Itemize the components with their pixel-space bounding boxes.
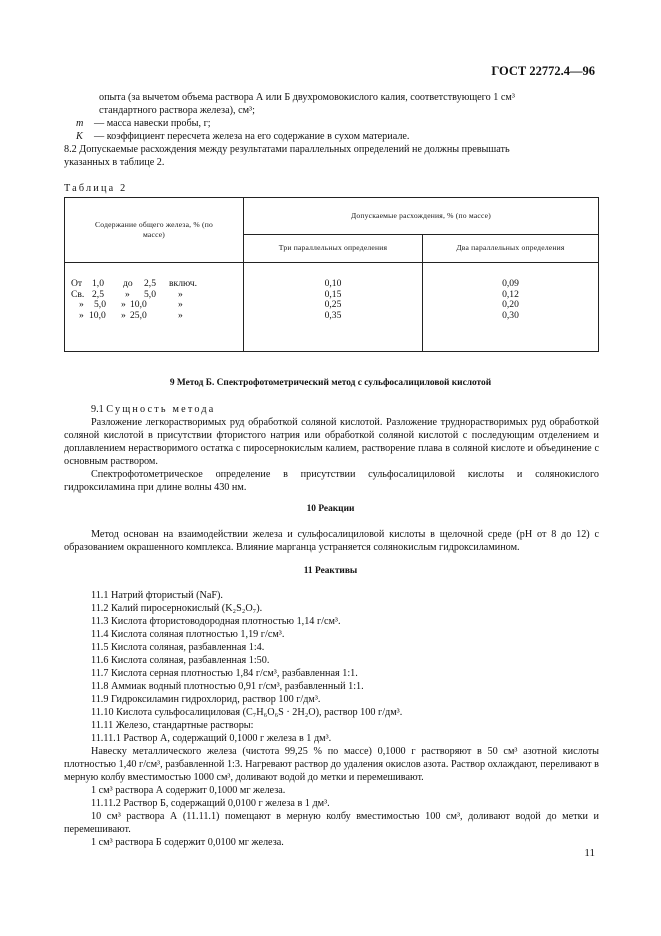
definition-m: — масса навески пробы, г; <box>94 118 211 129</box>
range-to: 25,0 <box>130 309 147 321</box>
range-from: 5,0 <box>94 299 106 310</box>
range-suffix: » <box>178 299 183 310</box>
section-10-title: 10 Реакции <box>306 504 355 514</box>
subsection-9-1 <box>91 403 216 416</box>
section-9-paragraph-1: Разложение легкорастворимых руд обработкой соляной кислотой. Разложение труднорастворимых руд обработкой соляной кислотой в присутствии фтористого натрия или обработкой соляной кислотой с последующим отделением и доплавлением нерастворимого остатка с пиросернокислым калием, растворение плава в соляной кислоте и объединение с основным раствором. <box>64 417 599 467</box>
header-three-determinations: Три параллельных определения <box>244 235 423 263</box>
reagent-11-11-2: 11.11.2 Раствор Б, содержащий 0,0100 г железа в 1 дм³. <box>91 798 330 809</box>
range-word: » <box>121 299 126 310</box>
section-11-title: 11 Реактивы <box>303 566 358 576</box>
range-suffix: » <box>178 288 183 300</box>
reagent-11-7: 11.7 Кислота серная плотностью 1,84 г/см³, разбавленная 1:1. <box>91 668 358 679</box>
three-value: 0,25 <box>324 299 342 310</box>
range-row <box>71 279 243 290</box>
range-row <box>71 311 243 322</box>
range-from: 2,5 <box>92 288 104 300</box>
range-prefix: » <box>79 299 84 310</box>
subsection-9-1-title: Сущность метода <box>106 404 216 415</box>
three-value: 0,10 <box>324 278 342 289</box>
range-row <box>71 300 243 311</box>
reagent-11-11: 11.11 Железо, стандартные растворы: <box>91 720 254 731</box>
reagent-11-2: 11.2 Калий пиросернокислый (K₂S₂O₇). <box>91 603 263 614</box>
header-tolerances: Допускаемые расхождения, % (по массе) <box>244 198 599 235</box>
range-from: 10,0 <box>89 309 106 321</box>
range-to: 5,0 <box>144 288 156 300</box>
range-from: 1,0 <box>92 278 104 289</box>
definition-k: — коэффициент пересчета железа на его содержание в сухом материале. <box>94 131 410 142</box>
continuation-line-1: опыта (за вычетом объема раствора А или Б двухромовокислого калия, соответствующего 1 см³ <box>99 92 515 103</box>
subsection-9-1-number: 9.1 <box>91 404 104 415</box>
range-prefix: Св. <box>71 288 85 300</box>
range-word: до <box>123 278 133 289</box>
range-to: 2,5 <box>144 278 156 289</box>
iron-solution-a-preparation: Навеску металлического железа (чистота 99,25 % по массе) 0,1000 г растворяют в 50 см³ азотной кислоты плотностью 1,40 г/см³, разбавленной 1:3. Нагревают раствор до удаления окислов азота. Раствор охлаждают, переливают в мерную колбу вместимостью 1000 см³, доливают водой до метки и перемешивают. <box>64 746 599 783</box>
reagent-11-5: 11.5 Кислота соляная, разбавленная 1:4. <box>91 642 265 653</box>
section-10-paragraph: Метод основан на взаимодействии железа и сульфосалициловой кислоты в щелочной среде (рН от 8 до 12) с образованием окрашенного комплекса. Влияние марганца устраняется солянокислым гидроксиламином. <box>64 529 599 553</box>
header-iron-content <box>65 198 244 263</box>
reagent-11-9: 11.9 Гидроксиламин гидрохлорид, раствор 100 г/дм³. <box>91 694 321 705</box>
three-value: 0,15 <box>324 288 342 300</box>
table-caption: Таблица 2 <box>64 183 128 194</box>
standard-number: ГОСТ 22772.4—96 <box>491 64 595 78</box>
solution-b-preparation: 10 см³ раствора А (11.11.1) помещают в мерную колбу вместимостью 100 см³, доливают водой до метки и перемешивают. <box>64 811 599 835</box>
clause-8-2-line-1 <box>64 143 599 156</box>
symbol-k: K <box>76 131 83 142</box>
reagent-11-4: 11.4 Кислота соляная плотностью 1,19 г/см³. <box>91 629 285 640</box>
symbol-m: m <box>76 118 84 129</box>
reagent-11-1: 11.1 Натрий фтористый (NaF). <box>91 590 223 601</box>
reagent-11-11-1: 11.11.1 Раствор А, содержащий 0,1000 г железа в 1 дм³. <box>91 733 332 744</box>
range-suffix: » <box>178 309 183 321</box>
range-prefix: » <box>79 309 84 321</box>
continuation-line-2: стандартного раствора железа), см³; <box>99 105 255 116</box>
solution-a-content: 1 см³ раствора А содержит 0,1000 мг железа. <box>91 785 286 796</box>
three-values-cell <box>244 263 423 352</box>
clause-8-2-line-2: указанных в таблице 2. <box>64 157 165 168</box>
section-9-paragraph-2: Спектрофотометрическое определение в присутствии сульфосалициловой кислоты и солянокислого гидроксиламина при длине волны 430 нм. <box>64 469 599 493</box>
two-value: 0,20 <box>502 299 519 310</box>
two-value: 0,12 <box>502 288 519 300</box>
ranges-cell <box>65 263 244 352</box>
reagent-11-8: 11.8 Аммиак водный плотностью 0,91 г/см³, разбавленный 1:1. <box>91 681 364 692</box>
two-values-cell <box>423 263 599 352</box>
range-suffix: включ. <box>169 278 198 289</box>
reagent-11-6: 11.6 Кислота соляная, разбавленная 1:50. <box>91 655 270 666</box>
reagent-11-10: 11.10 Кислота сульфосалициловая (C₇H₆O₆S · 2H₂O), раствор 100 г/дм³. <box>91 707 403 718</box>
range-word: » <box>121 309 126 321</box>
reagent-11-3: 11.3 Кислота фтористоводородная плотностью 1,14 г/см³. <box>91 616 341 627</box>
range-word: » <box>125 288 130 300</box>
three-value: 0,35 <box>324 309 342 321</box>
page-number: 11 <box>584 847 595 859</box>
range-prefix: От <box>71 278 83 289</box>
tolerance-table <box>64 197 599 352</box>
header-two-determinations: Два параллельных определения <box>423 235 599 263</box>
range-to: 10,0 <box>130 299 147 310</box>
clause-8-2-text-1: 8.2 Допускаемые расхождения между результатами параллельных определений не должны превышать <box>64 144 510 155</box>
solution-b-content: 1 см³ раствора Б содержит 0,0100 мг железа. <box>91 837 284 848</box>
header-iron-content-text: Содержание общего железа, % (по массе) <box>95 219 213 239</box>
section-9-title: 9 Метод Б. Спектрофотометрический метод с сульфосалициловой кислотой <box>169 378 492 388</box>
two-value: 0,09 <box>502 278 519 289</box>
two-value: 0,30 <box>502 309 519 321</box>
